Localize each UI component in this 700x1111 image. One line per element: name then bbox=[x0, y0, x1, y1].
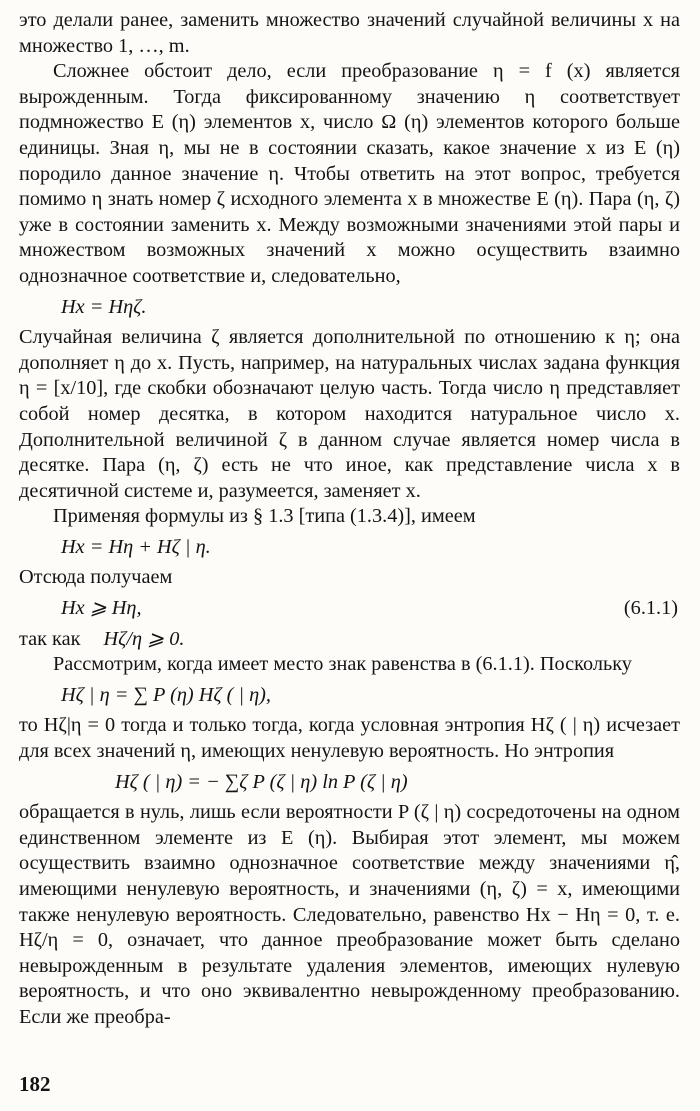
equation-entropy-definition: Hζ ( | η) = − ∑ζ P (ζ | η) ln P (ζ | η) bbox=[115, 770, 408, 793]
equation-hx-eta-zeta: Hx = Hηζ. bbox=[61, 295, 147, 318]
since-expression: Hζ/η ⩾ 0. bbox=[103, 627, 185, 650]
equation-number: (6.1.1) bbox=[623, 597, 678, 620]
equation-conditional-entropy: Hζ | η = ∑ P (η) Hζ ( | η), bbox=[61, 683, 272, 706]
paragraph-additional-variable: Случайная величина ζ является дополнительной по отношению к η; она дополняет η до x. Пусть, например, на натуральных числах задана функция η = [x/10], где скобки обозначают целую часть. Тогда число η представляет собой номер десятка, в котором находится натуральное число x. Дополнительной величиной ζ в данном случае является номер числа в десятке. Пара (η, ζ) есть не что иное, как представление числа x в десятичной системе и, разумеется, заменяет x. bbox=[19, 326, 680, 502]
paragraph-applying-formulas: Применяя формулы из § 1.3 [типа (1.3.4)], имеем bbox=[53, 505, 476, 528]
equation-entropy-sum: Hx = Hη + Hζ | η. bbox=[61, 535, 211, 558]
paragraph-consider-equality: Рассмотрим, когда имеет место знак равенства в (6.1.1). Поскольку bbox=[53, 653, 632, 676]
paragraph-hence: Отсюда получаем bbox=[19, 566, 173, 589]
paragraph-zero-entropy: обращается в нуль, лишь если вероятности P (ζ | η) сосредоточены на одном единственном элементе из E (η). Выбирая этот элемент, мы можем осуществить взаимно однозначное соответствие между значениями η̂, имеющими ненулевую вероятность, и значениями (η, ζ) = x, имеющими также ненулевую вероятность. Следовательно, равенство Hx − Hη = 0, т. е. Hζ/η = 0, означает, что данное преобразование может быть сделано невырожденным в результате удаления элементов, имеющих нулевую вероятность, и что оно эквивалентно невырожденному преобразованию. Если же преобра- bbox=[19, 801, 680, 1028]
paragraph-degenerate-transform: Сложнее обстоит дело, если преобразование η = f (x) является вырожденным. Тогда фиксированному значению η соответствует подмножество E (η) элементов x, число Ω (η) элементов которого больше единицы. Зная η, мы не в состоянии сказать, какое значение x из E (η) породило данное значение η. Чтобы ответить на этот вопрос, требуется помимо η знать номер ζ исходного элемента x в множестве E (η). Пара (η, ζ) уже в состоянии заменить x. Между возможными значениями этой пары и множеством возможных значений x можно осуществить взаимно однозначное соответствие и, следовательно, bbox=[19, 60, 680, 287]
page-number: 182 bbox=[19, 1072, 51, 1096]
since-label: так как bbox=[19, 627, 81, 650]
equation-6-1-1 bbox=[61, 596, 680, 622]
since-line bbox=[19, 627, 680, 653]
equation-inequality: Hx ⩾ Hη, bbox=[61, 597, 142, 620]
paragraph-continued: это делали ранее, заменить множество значений случайной величины x на множество 1, …, m. bbox=[19, 9, 680, 57]
paragraph-then: то Hζ|η = 0 тогда и только тогда, когда условная энтропия Hζ ( | η) исчезает для всех значений η, имеющих ненулевую вероятность. Но энтропия bbox=[19, 714, 680, 763]
